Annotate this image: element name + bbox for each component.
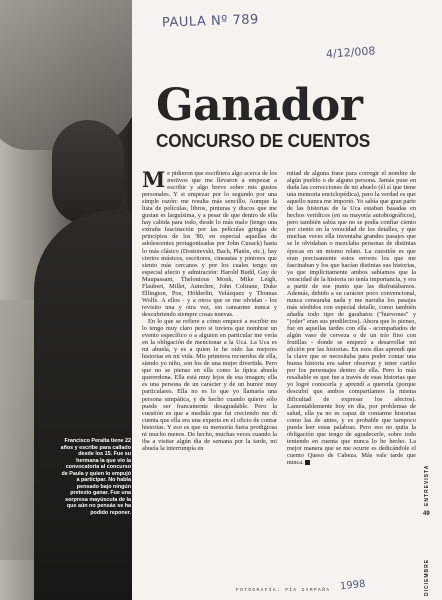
photo-credit: FOTOGRAFÍA: PÍA CAMPAÑA: [236, 588, 331, 593]
article-column-1: [142, 167, 277, 452]
article-subtitle: CONCURSO DE CUENTOS: [156, 130, 371, 151]
handwritten-date-note: 4/12/008: [325, 44, 376, 61]
photo-caption: Francisco Peralta tiene 22 años y escribe para callado desde los 15. Fue su hermana la que vio la convocatoria al concurso de Paula y quien lo empujó a participar. No habla pensado bajo ningún pretexto ganar. Fue una sorpresa mayúscula de la que aún no pensás se ha podido reponer.: [60, 438, 131, 516]
drop-cap: M: [142, 167, 166, 192]
paragraph-text: mitad de alguna frase para corregir el nombre de algún pueblo o de alguna persona. Jamás puse en duda las correcciones de mi abuelo (él sí que tiene una memoria enciclopédica), pero la verdad es que aquello nunca me importó. Yo sabía que gran parte de las historias de la Uca estaban basadas en hechos verídicos (en su mayoría autobiográficos), pero también sabía que no se podía confiar ciento por ciento en la veracidad de los detalles, y que muchas veces ella inventaba grandes pasajes que se le olvidaban o mezclaba personas de distintas épocas en un mismo relato. La cuestión es que eran precisamente estos errores los que me fascinaban y los que hacían distintas sus historias, ya que implícitamente ambos sabíamos que la veracidad de la historia no tenía importancia, y era a partir de ese punto que las disfrutábamos. Además, debido a su carácter poco convencional, nunca censuraba nada y me narraba los pasajes más sórdidos con especial detalle, como también añadía todo tipo de garabatos ("huevones" y "joder" eran sus predilectos). Ahora que lo pienso, fue en aquellas tardes con ella - acompañados de algún vaso de cerveza o de un trío fino con frutillas - donde se empezó a desarrollar mi afición por las historias. En esos días aprendí que la clave que se necesitaba para poder contar una buena historia era saber observar y tener cariño por los personajes dentro de ella. Pero lo más resaltable es que fue a través de esas historias que yo logré conocerla y aprendí a quererla (porque descubrí que ambos compartíamos la misma dificultad de expresar los afectos). Lamentablemente hoy en día, por problemas de salud, ella ya no es capaz de contarme historias como las de antes, y es probable que tampoco pueda leer estas palabras. Pero eso no quita la obligación que tengo de agradecerle, sobre todo teniendo en cuenta que nunca lo he hecho. La mejor manera que se me ocurre es dedicándole el cuento Queso de Cabeza. Más vale tarde que nunca.: [287, 170, 416, 466]
article-column-2: [287, 170, 416, 466]
paragraph: e pidieron que escribiera algo acerca de los motivos que me llevaron a empezar a escribir y algo breve sobre mis gustos personales. Y si empezar por lo segundo por una simple razón: me resulta más sencillo. Aunque la lista de películas, libros, pinturas y discos que me gustan es larguísima, y a pesar de que dentro de ella hay cabida para todo, desde lo más malo (tengo una extraña fascinación por las películas gringas de principios de los '80, en especial aquellas de adolescentes protagonizadas por John Cusack) hasta lo más clásico (Dostoievski, Bach, Platón, etc.), hay ciertos músicos, escritores, cineastas y pintores que siento más cercanos y por los cuales tengo un especial afecto y admiración: Harold Budd, Guy de Maupassant, Thelonious Monk, Mike Leigh, Flaubert, Millet, Autechre, John Coltrane, Duke Ellington, Poe, Hölderlin, Velázquez y Thomas Wolfe. A ellos - y a otros que se me olvidan - los revisito una y otra vez, sin cansarme nunca y descubriendo siempre cosas nuevas.: [142, 170, 277, 318]
page-number: 49: [423, 511, 430, 517]
paragraph: [287, 170, 416, 466]
handwritten-issue-note: PAULA Nº 789: [161, 12, 260, 31]
paragraph: En lo que se refiere a cómo empecé a escribir no lo tengo muy claro pero si tuviera que nombrar un evento específico o a alguien en particular me vería en la obligación de mencionar a la Uca. La Uca es mi abuela, y es a quien le he oído las mejores historias en mi vida. Mis primeros recuerdos de ella, siendo yo niño, son los de una mujer divertida. Pero que no se piense en ella como la típica abuela quererdona. Ella está muy lejos de esa imagen; ella es una persona de un carácter y de un humor muy particulares. Ella no es lo que yo llamaría una persona simpática, y de hecho cuando quiere sólo puede ser francamente desagradable. Pero la cuestión es que a medida que fui creciendo me di cuenta que ella era una experta en el oficio de contar historias. Y eso es que su memoria fuera prodigiosa ni mucho menos. De hecho, muchas veces cuando la iba a visitar algún día de semana por la tarde, mi abuela la interrumpía en: [142, 317, 277, 452]
article-title: Ganador: [156, 80, 363, 131]
author-photo: [0, 0, 132, 600]
handwritten-year-note: 1998: [339, 578, 366, 593]
issue-month: DICIEMBRE: [424, 558, 430, 596]
section-label: ENTREVISTA: [424, 464, 430, 506]
end-mark-icon: [305, 460, 310, 465]
